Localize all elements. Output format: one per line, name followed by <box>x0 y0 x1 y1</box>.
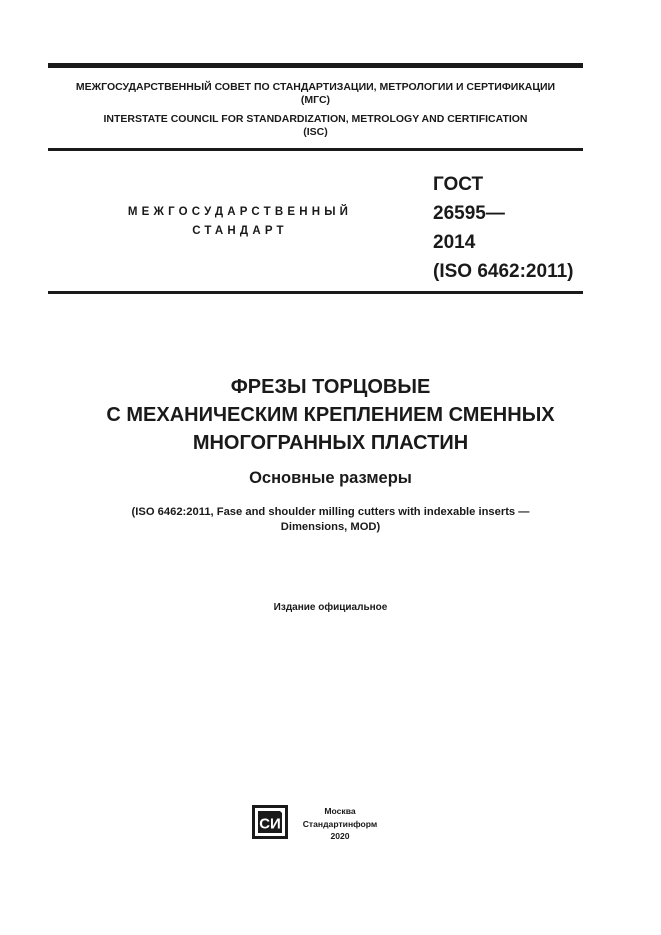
designation-divider <box>48 291 583 294</box>
publisher-year: 2020 <box>330 831 350 841</box>
top-rule <box>48 63 583 68</box>
iso-reference <box>40 505 621 535</box>
edition-note: Издание официальное <box>273 602 388 613</box>
interstate-standard-label <box>60 206 420 237</box>
council-ru <box>48 81 583 107</box>
iso-reference-line1: (ISO 6462:2011, Fase and shoulder milling cutters with indexable inserts — <box>131 506 530 518</box>
standard-label-line2: СТАНДАРТ <box>192 225 288 237</box>
standartinform-logo-icon <box>251 804 289 840</box>
document-title <box>30 373 631 457</box>
council-ru-name: МЕЖГОСУДАРСТВЕННЫЙ СОВЕТ ПО СТАНДАРТИЗАЦИИ, МЕТРОЛОГИИ И СЕРТИФИКАЦИИ <box>75 81 556 93</box>
council-en <box>48 113 583 139</box>
gost-prefix: ГОСТ <box>433 174 484 195</box>
council-en-abbr: (ISC) <box>303 126 328 138</box>
document-subtitle: Основные размеры <box>249 469 412 487</box>
gost-designation <box>433 170 573 286</box>
title-line3: МНОГОГРАННЫХ ПЛАСТИН <box>192 432 469 454</box>
title-line1: ФРЕЗЫ ТОРЦОВЫЕ <box>230 376 431 398</box>
standard-label-line1: МЕЖГОСУДАРСТВЕННЫЙ <box>127 206 353 218</box>
title-line2: С МЕХАНИЧЕСКИМ КРЕПЛЕНИЕМ СМЕННЫХ <box>106 404 555 426</box>
council-ru-abbr: (МГС) <box>300 94 331 106</box>
gost-iso: (ISO 6462:2011) <box>433 261 574 282</box>
iso-reference-line2: Dimensions, MOD) <box>280 521 381 533</box>
council-en-name: INTERSTATE COUNCIL FOR STANDARDIZATION, METROLOGY AND CERTIFICATION <box>103 113 528 125</box>
gost-year: 2014 <box>433 232 476 253</box>
header-divider <box>48 148 583 151</box>
svg-text:СИ: СИ <box>259 815 281 833</box>
publisher <box>295 805 385 843</box>
publisher-city: Москва <box>324 806 356 816</box>
gost-number: 26595— <box>433 203 505 224</box>
publisher-name: Стандартинформ <box>302 818 378 829</box>
